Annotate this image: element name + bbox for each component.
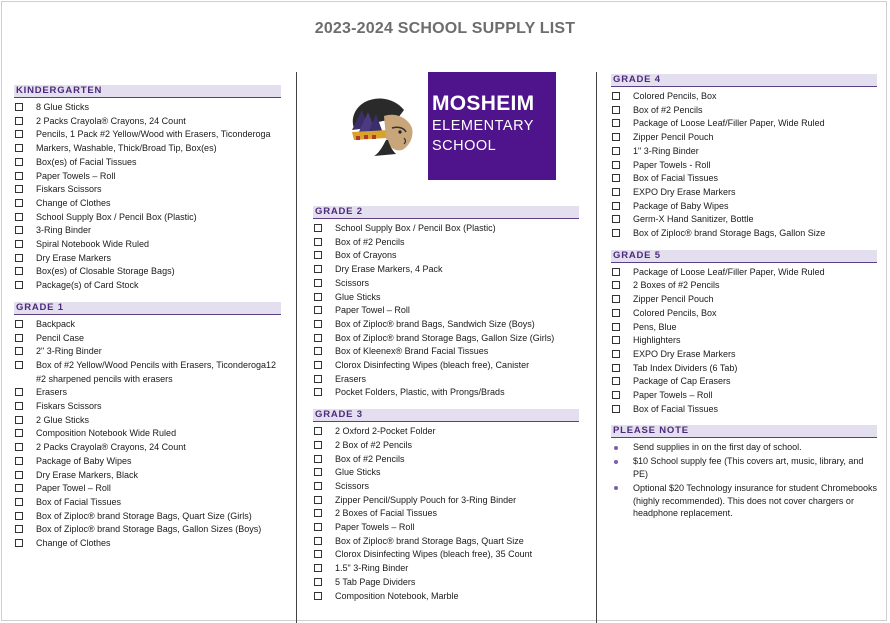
checkbox[interactable]: [612, 215, 620, 223]
page-title: 2023-2024 SCHOOL SUPPLY LIST: [314, 20, 576, 37]
checklist-item: [313, 466, 579, 480]
checkbox[interactable]: [15, 334, 23, 342]
checklist-item-label: Box of Crayons: [335, 250, 397, 261]
checklist-item-label: Package of Loose Leaf/Filler Paper, Wide Ruled: [633, 266, 825, 277]
checklist-item-label: Composition Notebook, Marble: [335, 590, 459, 601]
checkbox[interactable]: [15, 361, 23, 369]
checkbox[interactable]: [314, 361, 322, 369]
checkbox[interactable]: [612, 336, 620, 344]
grade-3-list: [313, 425, 579, 603]
checkbox[interactable]: [15, 484, 23, 492]
checkbox[interactable]: [15, 429, 23, 437]
checklist-item: [14, 252, 281, 266]
checkbox[interactable]: [612, 92, 620, 100]
checklist-item: [14, 386, 281, 400]
checkbox[interactable]: [15, 512, 23, 520]
checklist-item: [611, 200, 877, 214]
checklist-item-label: 1.5" 3-Ring Binder: [335, 563, 409, 574]
checklist-item: [14, 101, 281, 115]
checklist-item-label: Box of Ziploc® brand Storage Bags, Gallon Sizes (Boys): [36, 524, 262, 535]
checklist-item: [611, 375, 877, 389]
checklist-item: [611, 266, 877, 280]
checkbox[interactable]: [612, 174, 620, 182]
checklist-item-label: Box of #2 Pencils: [633, 104, 703, 115]
checklist-item-label: Package of Loose Leaf/Filler Paper, Wide Ruled: [633, 118, 825, 129]
checklist-item: [14, 400, 281, 414]
checklist-item: [14, 279, 281, 293]
checklist-item-label: Box(es) of Closable Storage Bags): [36, 266, 175, 277]
checkbox[interactable]: [15, 539, 23, 547]
checklist-item-label: Change of Clothes: [36, 538, 111, 549]
section-heading-kindergarten: KINDERGARTEN: [14, 85, 281, 98]
checklist-item: [14, 441, 281, 455]
checklist-item-label: Dry Erase Markers, Black: [36, 469, 139, 480]
checklist-item: [14, 318, 281, 332]
checklist-item: [611, 389, 877, 403]
checklist-item-label: Fiskars Scissors: [36, 184, 102, 195]
checklist-item-label: Paper Towel – Roll: [335, 305, 410, 316]
checkbox[interactable]: [612, 268, 620, 276]
checklist-item-label: Germ-X Hand Sanitizer, Bottle: [633, 214, 754, 225]
checklist-item-label: Erasers: [36, 387, 68, 398]
checkbox[interactable]: [612, 281, 620, 289]
checkbox[interactable]: [15, 416, 23, 424]
checklist-item-label: Zipper Pencil/Supply Pouch for 3-Ring Binder: [335, 494, 517, 505]
checkbox[interactable]: [612, 229, 620, 237]
checklist-item-label: 2 Glue Sticks: [36, 414, 90, 425]
checkbox[interactable]: [314, 279, 322, 287]
checklist-item: [14, 170, 281, 184]
checkbox[interactable]: [314, 265, 322, 273]
checklist-item: [313, 318, 579, 332]
checklist-item: [313, 425, 579, 439]
checklist-item-label: Package of Cap Erasers: [633, 376, 731, 387]
checklist-item-label: Backpack: [36, 318, 76, 329]
checklist-item-label: EXPO Dry Erase Markers: [633, 186, 736, 197]
checkbox[interactable]: [15, 254, 23, 262]
checklist-item-label: Box of Ziploc® brand Storage Bags, Gallon Size: [633, 228, 826, 239]
checkbox[interactable]: [612, 364, 620, 372]
checklist-item-label: Colored Pencils, Box: [633, 91, 717, 101]
checkbox[interactable]: [15, 525, 23, 533]
checklist-item: [611, 90, 877, 104]
checkbox[interactable]: [612, 133, 620, 141]
checklist-item: [14, 183, 281, 197]
checklist-item-label: Spiral Notebook Wide Ruled: [36, 239, 150, 250]
checkbox[interactable]: [15, 130, 23, 138]
checklist-item: [14, 482, 281, 496]
checklist-item: [14, 115, 281, 129]
checkbox[interactable]: [612, 119, 620, 127]
checklist-item: [313, 535, 579, 549]
checklist-item: [313, 249, 579, 263]
checklist-item-label: Change of Clothes: [36, 197, 111, 208]
checkbox[interactable]: [15, 185, 23, 193]
checklist-item-label: School Supply Box / Pencil Box (Plastic): [36, 211, 197, 222]
checklist-item: [313, 439, 579, 453]
checkbox[interactable]: [15, 240, 23, 248]
checklist-item-label: Composition Notebook Wide Ruled: [36, 428, 177, 439]
checklist-item: [313, 590, 579, 604]
checklist-item-label: 2 Boxes of Facial Tissues: [335, 508, 438, 519]
checklist-item-label: 2 Packs Crayola® Crayons, 24 Count: [36, 115, 186, 126]
school-logo: [348, 72, 556, 180]
checklist-item: [14, 510, 281, 524]
section-heading-grade-4: GRADE 4: [611, 74, 877, 87]
please-note-list: [611, 441, 877, 520]
note-item: [611, 482, 877, 520]
checklist-item: [611, 321, 877, 335]
checklist-item: [611, 172, 877, 186]
checkbox[interactable]: [314, 468, 322, 476]
checklist-item-label: Box of #2 Pencils: [335, 453, 405, 464]
checkbox[interactable]: [612, 202, 620, 210]
checkbox[interactable]: [314, 509, 322, 517]
bullet-icon: [614, 486, 618, 490]
section-heading-grade-3: GRADE 3: [313, 409, 579, 422]
checkbox[interactable]: [15, 158, 23, 166]
column-middle: [313, 206, 579, 603]
checklist-item-label: Paper Towels – Roll: [335, 522, 415, 533]
grade-1-list: [14, 318, 281, 551]
checklist-item: [611, 186, 877, 200]
checkbox[interactable]: [612, 323, 620, 331]
checklist-item-label: Dry Erase Markers: [36, 252, 112, 263]
checkbox[interactable]: [314, 482, 322, 490]
checkbox[interactable]: [15, 213, 23, 221]
column-divider-right: [596, 72, 597, 623]
checklist-item-label: Box of Kleenex® Brand Facial Tissues: [335, 346, 489, 357]
checklist-item: [611, 403, 877, 417]
checklist-item: [611, 104, 877, 118]
note-item: [611, 441, 877, 454]
checklist-item-label: Box of Facial Tissues: [36, 496, 122, 507]
checklist-item-label: Erasers: [335, 373, 367, 384]
checklist-item: [611, 131, 877, 145]
column-right: [611, 74, 877, 521]
checklist-item: [611, 348, 877, 362]
checklist-item: [611, 279, 877, 293]
checklist-item-label: 2 Oxford 2-Pocket Folder: [335, 426, 436, 437]
checklist-item-label: Glue Sticks: [335, 467, 381, 478]
checklist-item: [313, 291, 579, 305]
checklist-item-label: Box(es) of Facial Tissues: [36, 156, 137, 167]
checkbox[interactable]: [314, 550, 322, 558]
logo-line-school: SCHOOL: [432, 138, 497, 154]
checkbox[interactable]: [612, 405, 620, 413]
checkbox[interactable]: [612, 295, 620, 303]
checklist-item: [14, 359, 281, 386]
checklist-item: [313, 359, 579, 373]
checkbox[interactable]: [314, 375, 322, 383]
checklist-item-label: Highlighters: [633, 335, 681, 346]
checklist-item: [611, 213, 877, 227]
checklist-item-label: Package of Baby Wipes: [633, 200, 729, 211]
checkbox[interactable]: [314, 347, 322, 355]
checkbox[interactable]: [314, 441, 322, 449]
checklist-item-label: Pocket Folders, Plastic, with Prongs/Brads: [335, 387, 505, 398]
note-item-text: Optional $20 Technology insurance for student Chromebooks (highly recommended). This does not cover chargers or headphone replacement.: [633, 482, 877, 519]
checklist-item-label: Package(s) of Card Stock: [36, 280, 139, 291]
checkbox[interactable]: [15, 388, 23, 396]
checklist-item: [313, 277, 579, 291]
checklist-item: [313, 373, 579, 387]
checkbox[interactable]: [15, 320, 23, 328]
checklist-item: [313, 562, 579, 576]
warrior-mascot-icon: [348, 88, 420, 160]
checkbox[interactable]: [314, 238, 322, 246]
checklist-item: [14, 224, 281, 238]
checklist-item: [313, 480, 579, 494]
checklist-item: [611, 159, 877, 173]
checklist-item-label: Box of Ziploc® brand Storage Bags, Gallon Size (Girls): [335, 332, 555, 343]
checklist-item: [611, 307, 877, 321]
checklist-item: [611, 145, 877, 159]
checklist-item-label: Glue Sticks: [335, 291, 381, 302]
checklist-item-label: Paper Towels – Roll: [633, 390, 713, 401]
checklist-item-label: Box of Ziploc® brand Bags, Sandwich Size (Boys): [335, 318, 535, 329]
checkbox[interactable]: [15, 117, 23, 125]
checkbox[interactable]: [314, 293, 322, 301]
checkbox[interactable]: [15, 144, 23, 152]
checklist-item-label: Scissors: [335, 277, 370, 288]
checklist-item: [611, 293, 877, 307]
checklist-item-label: 3-Ring Binder: [36, 225, 92, 236]
checklist-item-label: Package of Baby Wipes: [36, 455, 132, 466]
checkbox[interactable]: [314, 592, 322, 600]
checkbox[interactable]: [15, 199, 23, 207]
checkbox[interactable]: [15, 498, 23, 506]
checkbox[interactable]: [15, 402, 23, 410]
checklist-item-label: Clorox Disinfecting Wipes (bleach free), 35 Count: [335, 549, 533, 560]
checkbox[interactable]: [612, 309, 620, 317]
checklist-item: [14, 345, 281, 359]
checklist-item-label: 1" 3-Ring Binder: [633, 145, 699, 156]
kindergarten-list: [14, 101, 281, 293]
checklist-item: [14, 211, 281, 225]
checklist-item-label: Box of Facial Tissues: [633, 173, 719, 184]
checklist-item: [14, 332, 281, 346]
checklist-item-label: Tab Index Dividers (6 Tab): [633, 362, 738, 373]
grade-5-list: [611, 266, 877, 417]
checklist-item-label: Box of Ziploc® brand Storage Bags, Quart Size (Girls): [36, 510, 252, 521]
checkbox[interactable]: [314, 427, 322, 435]
note-item: [611, 455, 877, 481]
checklist-item-label: Zipper Pencil Pouch: [633, 132, 714, 143]
checklist-item: [14, 496, 281, 510]
checklist-item: [14, 128, 281, 142]
checkbox[interactable]: [314, 388, 322, 396]
checklist-item-label: Box of Facial Tissues: [633, 403, 719, 414]
checklist-item: [313, 345, 579, 359]
checklist-item: [14, 238, 281, 252]
checklist-item: [313, 222, 579, 236]
checklist-item-label: Fiskars Scissors: [36, 401, 102, 412]
checklist-item: [14, 537, 281, 551]
checklist-item-label: 2 Packs Crayola® Crayons, 24 Count: [36, 442, 186, 453]
checklist-item: [14, 156, 281, 170]
checklist-item-label: School Supply Box / Pencil Box (Plastic): [335, 223, 496, 233]
checkbox[interactable]: [15, 172, 23, 180]
checkbox[interactable]: [15, 347, 23, 355]
column-divider-left: [296, 72, 297, 623]
checkbox[interactable]: [612, 350, 620, 358]
checklist-item: [313, 521, 579, 535]
checklist-item-label: Box of #2 Yellow/Wood Pencils with Erasers, Ticonderoga12 #2 sharpened pencils with erasers: [36, 359, 276, 384]
checklist-item: [611, 117, 877, 131]
checkbox[interactable]: [314, 578, 322, 586]
section-heading-grade-1: GRADE 1: [14, 302, 281, 315]
checklist-item-label: Paper Towels – Roll: [36, 170, 116, 181]
checkbox[interactable]: [314, 523, 322, 531]
checkbox[interactable]: [612, 188, 620, 196]
checklist-item-label: Zipper Pencil Pouch: [633, 294, 714, 305]
checklist-item: [14, 265, 281, 279]
checklist-item: [14, 414, 281, 428]
checklist-item-label: Paper Towels - Roll: [633, 159, 711, 170]
checkbox[interactable]: [314, 251, 322, 259]
checklist-item-label: Dry Erase Markers, 4 Pack: [335, 264, 443, 275]
checklist-item-label: 2" 3-Ring Binder: [36, 346, 102, 357]
checkbox[interactable]: [612, 106, 620, 114]
section-heading-grade-5: GRADE 5: [611, 250, 877, 263]
checklist-item-label: Pencils, 1 Pack #2 Yellow/Wood with Erasers, Ticonderoga: [36, 129, 271, 140]
checklist-item: [313, 386, 579, 400]
section-heading-please-note: PLEASE NOTE: [611, 425, 877, 438]
checklist-item-label: Clorox Disinfecting Wipes (bleach free), Canister: [335, 360, 530, 371]
bullet-icon: [614, 446, 618, 450]
checkbox[interactable]: [314, 496, 322, 504]
checklist-item-label: 2 Box of #2 Pencils: [335, 439, 413, 450]
logo-line-elementary: ELEMENTARY: [432, 118, 534, 134]
checkbox[interactable]: [612, 391, 620, 399]
checklist-item-label: Colored Pencils, Box: [633, 307, 717, 318]
checklist-item-label: 5 Tab Page Dividers: [335, 576, 416, 587]
checklist-item: [313, 548, 579, 562]
checklist-item: [313, 263, 579, 277]
checklist-item: [611, 227, 877, 241]
checkbox[interactable]: [314, 306, 322, 314]
checklist-item: [313, 304, 579, 318]
checklist-item-label: Pens, Blue: [633, 321, 677, 332]
checkbox[interactable]: [15, 443, 23, 451]
checklist-item: [313, 507, 579, 521]
checklist-item: [14, 469, 281, 483]
checkbox[interactable]: [612, 147, 620, 155]
checklist-item: [313, 332, 579, 346]
checkbox[interactable]: [15, 226, 23, 234]
grade-2-list: [313, 222, 579, 400]
checklist-item: [14, 197, 281, 211]
grade-4-list: [611, 90, 877, 241]
checklist-item-label: EXPO Dry Erase Markers: [633, 348, 736, 359]
checklist-item: [611, 334, 877, 348]
checklist-item: [313, 453, 579, 467]
section-heading-grade-2: GRADE 2: [313, 206, 579, 219]
checklist-item-label: Scissors: [335, 480, 370, 491]
checklist-item: [14, 455, 281, 469]
checklist-item: [313, 494, 579, 508]
checklist-item-label: 8 Glue Sticks: [36, 102, 90, 112]
logo-wordmark: [428, 72, 556, 180]
checkbox[interactable]: [314, 564, 322, 572]
checklist-item: [313, 236, 579, 250]
checkbox[interactable]: [612, 161, 620, 169]
checklist-item-label: Markers, Washable, Thick/Broad Tip, Box(es): [36, 143, 217, 154]
checkbox[interactable]: [15, 103, 23, 111]
checklist-item: [14, 142, 281, 156]
note-item-text: $10 School supply fee (This covers art, music, library, and PE): [633, 456, 864, 480]
checklist-item: [14, 427, 281, 441]
checklist-item: [611, 362, 877, 376]
logo-line-mosheim: MOSHEIM: [432, 92, 535, 115]
bullet-icon: [614, 460, 618, 464]
checkbox[interactable]: [15, 457, 23, 465]
checklist-item-label: 2 Boxes of #2 Pencils: [633, 280, 720, 291]
checkbox[interactable]: [15, 267, 23, 275]
checkbox[interactable]: [15, 281, 23, 289]
checkbox[interactable]: [314, 537, 322, 545]
checkbox[interactable]: [314, 455, 322, 463]
column-left: [14, 85, 281, 551]
checkbox[interactable]: [314, 224, 322, 232]
checklist-item: [14, 523, 281, 537]
checklist-item: [313, 576, 579, 590]
checklist-item-label: Box of Ziploc® brand Storage Bags, Quart Size: [335, 535, 524, 546]
checkbox[interactable]: [314, 320, 322, 328]
checkbox[interactable]: [15, 471, 23, 479]
checkbox[interactable]: [612, 377, 620, 385]
checklist-item-label: Pencil Case: [36, 332, 85, 343]
note-item-text: Send supplies in on the first day of school.: [633, 442, 802, 453]
checklist-item-label: Box of #2 Pencils: [335, 236, 405, 247]
checklist-item-label: Paper Towel – Roll: [36, 483, 111, 494]
checkbox[interactable]: [314, 334, 322, 342]
